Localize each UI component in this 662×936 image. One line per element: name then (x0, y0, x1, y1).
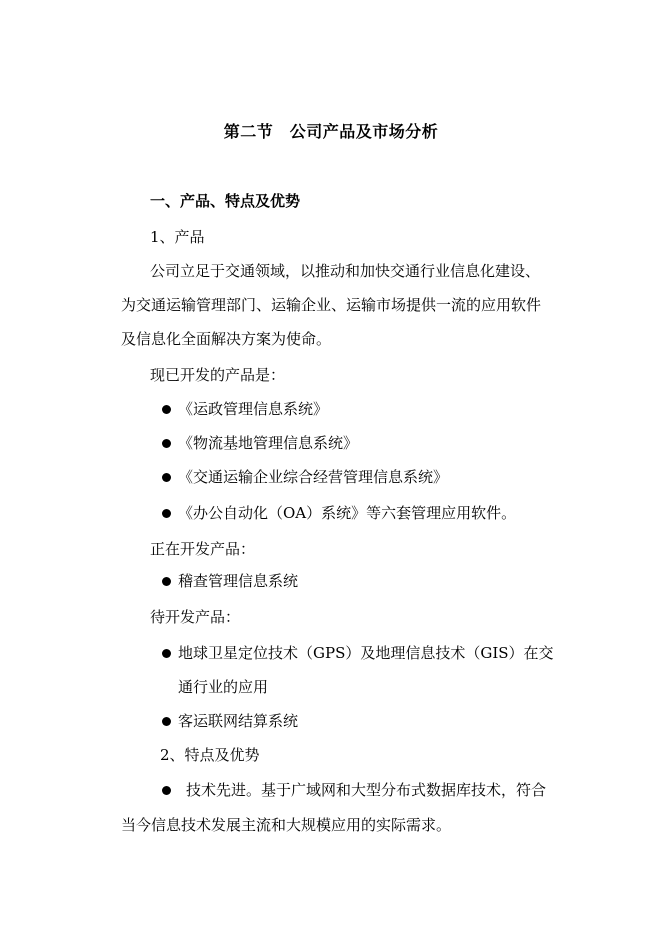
list-item-text: 稽查管理信息系统 (178, 572, 299, 590)
list-item-text-continued: 当今信息技术发展主流和大规模应用的实际需求。 (121, 816, 452, 834)
bullet-icon (162, 509, 171, 518)
section-heading: 一、产品、特点及优势 (150, 192, 301, 210)
developing-products-label: 正在开发产品： (150, 540, 256, 558)
list-item-text: 《交通运输企业综合经营管理信息系统》 (178, 468, 449, 486)
intro-line: 公司立足于交通领域，以推动和加快交通行业信息化建设、 (150, 262, 541, 280)
bullet-icon (162, 473, 171, 482)
list-item-text: 客运联网结算系统 (178, 712, 299, 730)
subsection-heading-products: 1、产品 (150, 228, 205, 246)
developed-products-label: 现已开发的产品是： (150, 366, 286, 384)
bullet-icon (162, 786, 171, 795)
intro-line: 为交通运输管理部门、运输企业、运输市场提供一流的应用软件 (121, 296, 542, 314)
intro-line: 及信息化全面解决方案为使命。 (121, 330, 332, 348)
list-item-text: 《办公自动化（OA）系统》等六套管理应用软件。 (178, 504, 517, 522)
bullet-icon (162, 649, 171, 658)
bullet-icon (162, 405, 171, 414)
page-title: 第二节 公司产品及市场分析 (223, 122, 439, 141)
bullet-icon (162, 717, 171, 726)
bullet-icon (162, 439, 171, 448)
subsection-heading-features: 2、特点及优势 (160, 746, 260, 764)
list-item-text-continued: 通行业的应用 (178, 678, 269, 696)
list-item-text: 地球卫星定位技术（GPS）及地理信息技术（GIS）在交 (178, 644, 554, 662)
planned-products-label: 待开发产品： (150, 608, 241, 626)
list-item-text: 《运政管理信息系统》 (178, 400, 329, 418)
bullet-icon (162, 577, 171, 586)
list-item-text: 技术先进。基于广域网和大型分布式数据库技术，符合 (186, 781, 547, 799)
list-item-text: 《物流基地管理信息系统》 (178, 434, 359, 452)
